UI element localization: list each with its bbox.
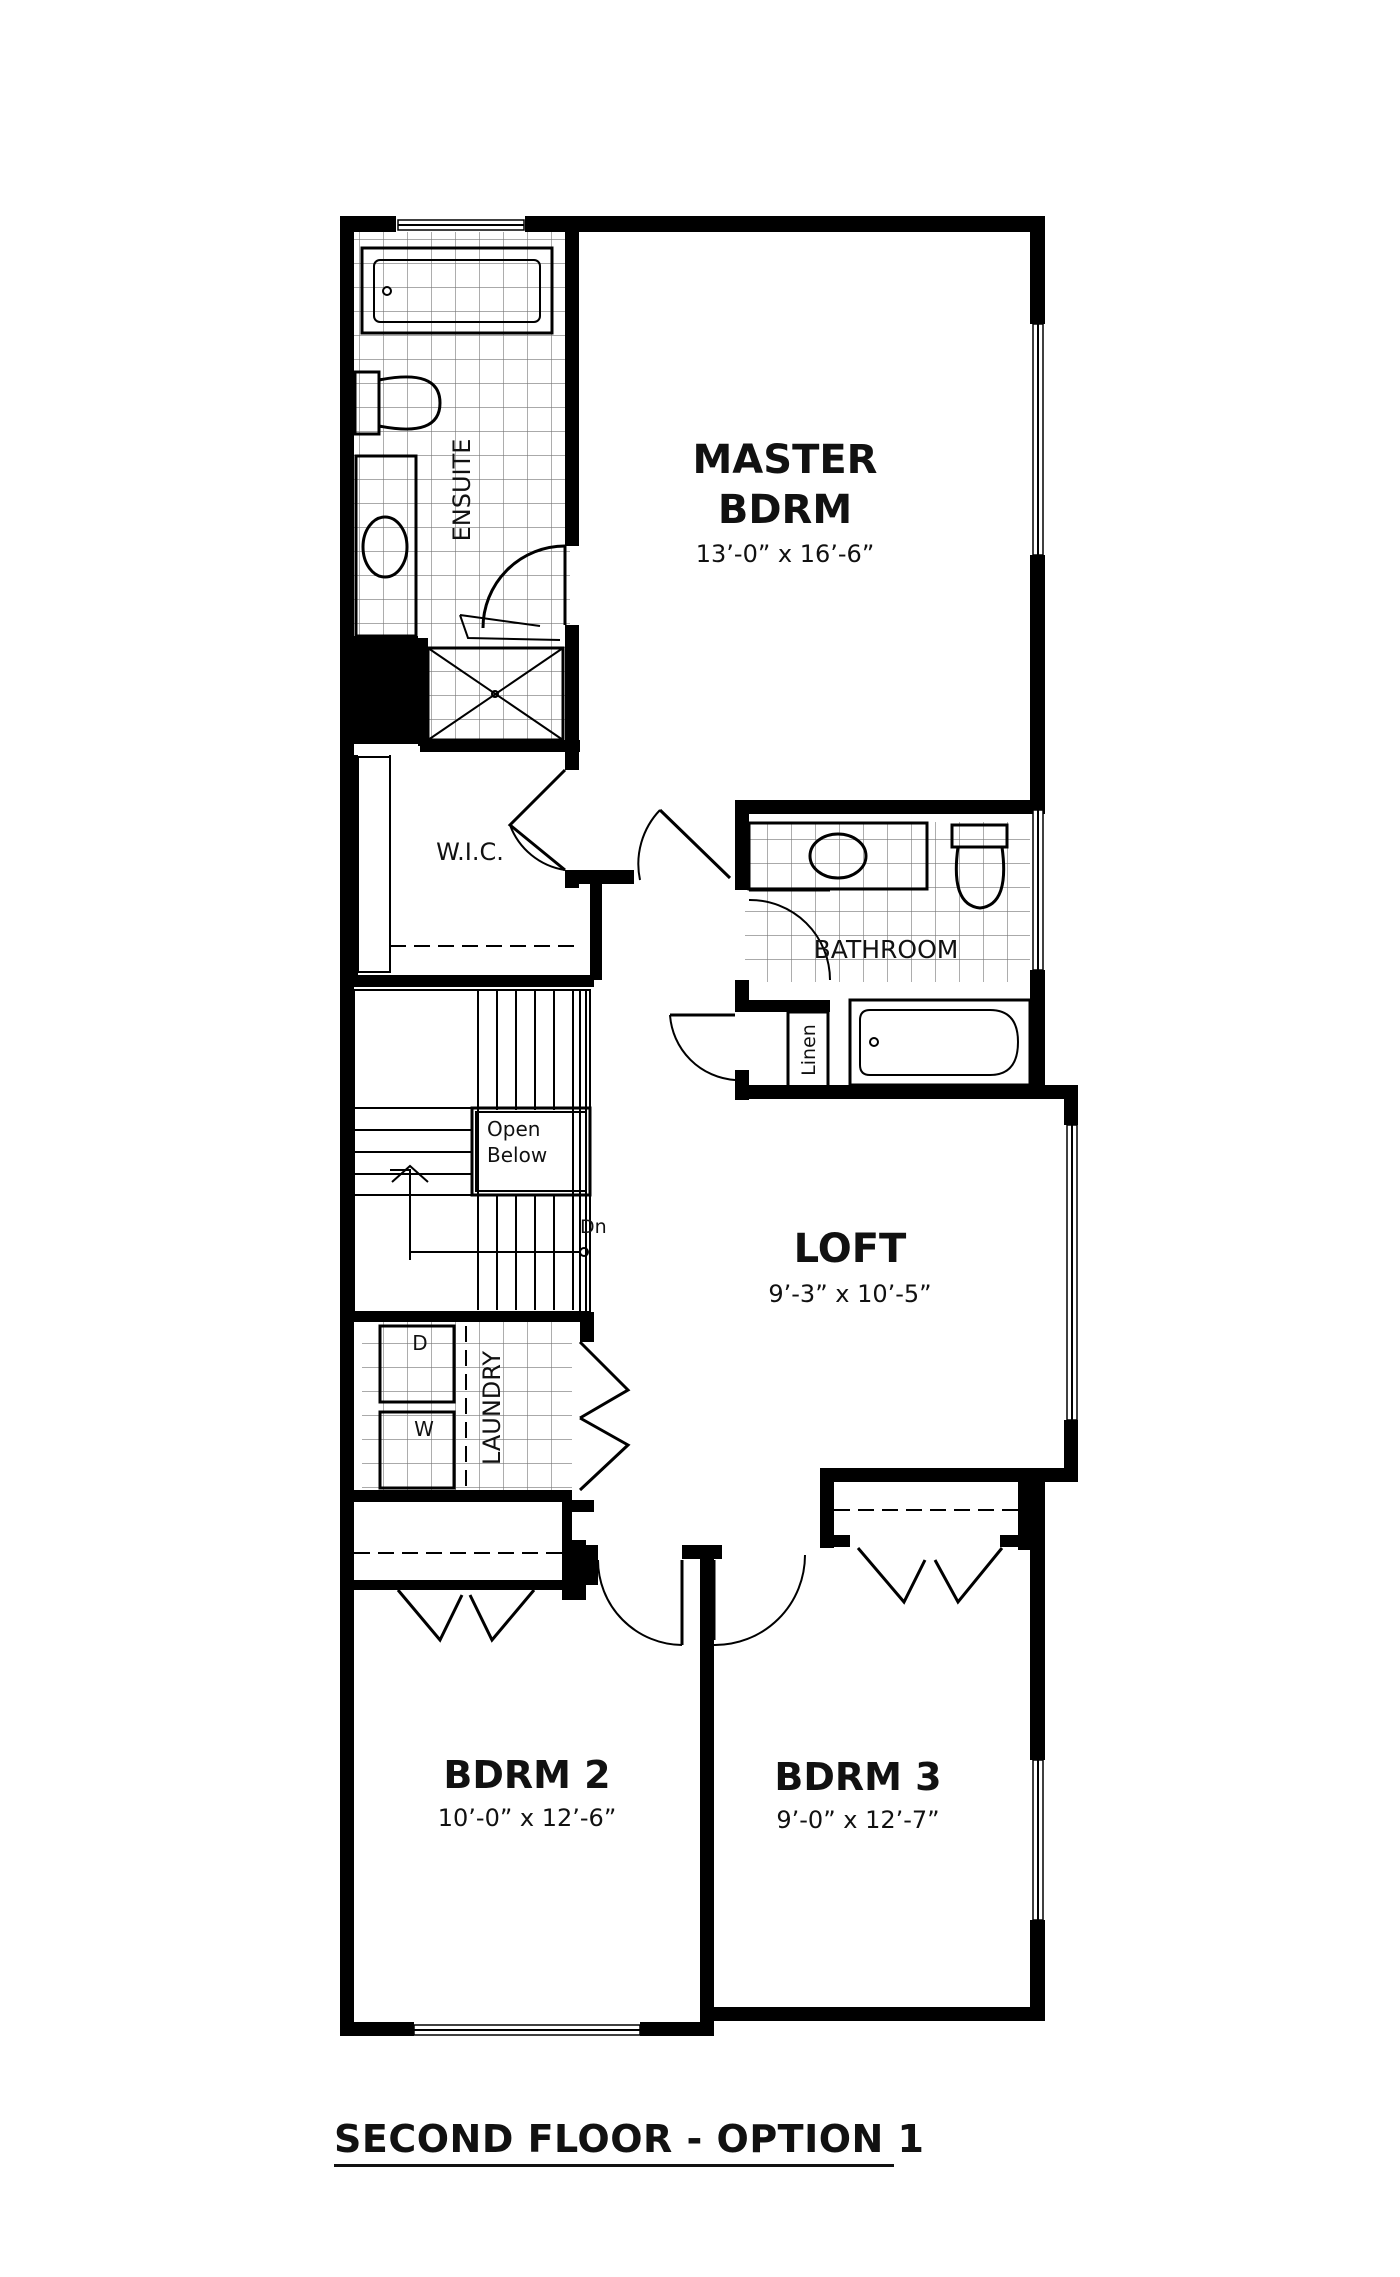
plan-caption: SECOND FLOOR - OPTION 1 — [334, 2118, 894, 2167]
staircase — [354, 990, 590, 1312]
bdrm2-closet — [354, 1553, 572, 1640]
open-below-label-line1: Open — [487, 1117, 541, 1141]
bdrm3-dims: 9’-0” x 12’-7” — [776, 1806, 940, 1834]
loft-dims: 9’-3” x 10’-5” — [768, 1280, 932, 1308]
open-below-label-line2: Below — [487, 1143, 548, 1167]
laundry-bifold-door — [580, 1342, 628, 1490]
bdrm3-closet — [834, 1510, 1030, 1602]
bdrm2-door — [598, 1560, 682, 1645]
master-bdrm-title-line2: BDRM — [717, 487, 853, 533]
wic-label: W.I.C. — [436, 838, 504, 866]
bdrm2-title: BDRM 2 — [443, 1753, 611, 1797]
wic-door — [510, 770, 565, 870]
master-bdrm-title-line1: MASTER — [692, 437, 878, 483]
washer-label: W — [414, 1417, 434, 1441]
bathtub-bathroom — [850, 1000, 1030, 1085]
master-door — [638, 810, 730, 880]
bdrm3-title: BDRM 3 — [774, 1755, 942, 1799]
bathroom-label: BATHROOM — [813, 935, 959, 964]
master-bdrm-dims: 13’-0” x 16’-6” — [695, 540, 875, 568]
loft-title: LOFT — [793, 1226, 907, 1272]
laundry-label: LAUNDRY — [478, 1350, 506, 1466]
bdrm3-door — [714, 1555, 805, 1645]
linen-label: Linen — [798, 1024, 820, 1076]
ensuite-label: ENSUITE — [448, 438, 476, 542]
dryer-label: D — [412, 1331, 428, 1355]
bdrm2-dims: 10’-0” x 12’-6” — [437, 1804, 617, 1832]
linen-door — [670, 1015, 735, 1080]
stair-down-label: Dn — [580, 1216, 607, 1238]
